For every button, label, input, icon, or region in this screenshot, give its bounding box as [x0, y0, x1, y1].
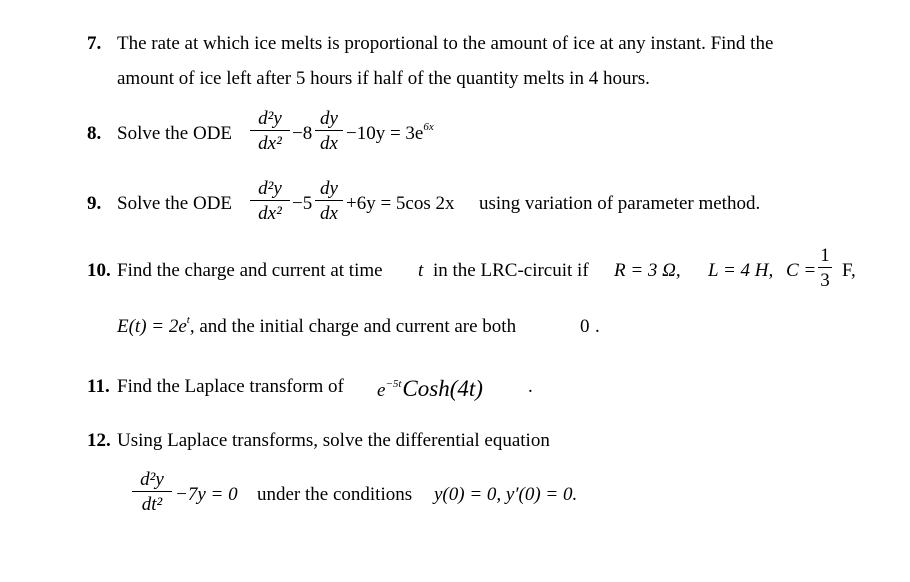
- q9-frac-d2y-dx2: [250, 179, 290, 223]
- fraction-bar: [250, 130, 290, 131]
- q9-number: 9.: [87, 193, 102, 214]
- q11-number: 11.: [87, 376, 110, 397]
- q10-c-den: 3: [820, 270, 830, 291]
- q11-arg: (4t): [449, 376, 483, 401]
- q7-number: 7.: [87, 33, 102, 54]
- q8-number: 8.: [87, 123, 102, 144]
- q9-minus5: −5: [292, 193, 313, 214]
- q10-unit: F,: [842, 260, 856, 281]
- q12-mid: under the conditions: [257, 484, 413, 505]
- q12-frac-num: d²y: [140, 469, 164, 490]
- q9-tail: using variation of parameter method.: [479, 193, 761, 214]
- q10-line1: Find the charge and current at time: [117, 260, 383, 281]
- q10-period: .: [595, 316, 600, 337]
- q8-frac1-den: dx²: [258, 133, 282, 154]
- q10-line2-rest: , and the initial charge and current are both: [189, 316, 517, 337]
- q11-cosh: Cosh: [402, 376, 450, 401]
- q10-L: L = 4 H,: [708, 260, 774, 281]
- fraction-bar: [315, 200, 343, 201]
- fraction-bar: [250, 200, 290, 201]
- q11-e: e: [377, 380, 386, 401]
- q9-frac1-num: d²y: [258, 178, 282, 199]
- q10-t: t: [418, 260, 424, 281]
- q8-lead: Solve the ODE: [117, 123, 233, 144]
- q11-expr: [377, 377, 483, 400]
- q8-frac-dy-dx: [315, 109, 343, 153]
- q12-frac-d2y-dt2: [132, 470, 172, 514]
- q8-exponent: 6x: [423, 121, 434, 133]
- q12-eq: −7y = 0: [175, 484, 238, 505]
- q9-frac2-den: dx: [320, 203, 338, 224]
- q9-rhs: +6y = 5cos 2x: [346, 193, 455, 214]
- q9-frac1-den: dx²: [258, 203, 282, 224]
- q10-c-num: 1: [820, 245, 830, 266]
- q10-zero: 0: [580, 316, 590, 337]
- q8-rhs-text: −10y = 3e: [346, 123, 424, 144]
- q7-line2: amount of ice left after 5 hours if half of the quantity melts in 4 hours.: [117, 68, 650, 89]
- q12-frac-den: dt²: [141, 494, 163, 515]
- q10-frac-one-third: [818, 246, 832, 290]
- q11-period: .: [528, 376, 533, 397]
- q8-frac-d2y-dx2: [250, 109, 290, 153]
- q8-frac2-num: dy: [320, 108, 338, 129]
- q8-rhs: [346, 121, 434, 144]
- q12-line1: Using Laplace transforms, solve the differential equation: [117, 430, 550, 451]
- q10-E: E(t) = 2e: [117, 316, 187, 337]
- q12-number: 12.: [87, 430, 111, 451]
- fraction-bar: [132, 491, 172, 492]
- q11-exponent: −5t: [385, 378, 402, 390]
- fraction-bar: [315, 130, 343, 131]
- q8-frac1-num: d²y: [258, 108, 282, 129]
- q12-conditions: y(0) = 0, y′(0) = 0.: [434, 484, 578, 505]
- q8-minus8: −8: [292, 123, 313, 144]
- q9-frac2-num: dy: [320, 178, 338, 199]
- q10-exponent: t: [186, 314, 190, 326]
- q10-line2: [117, 314, 517, 337]
- q10-R: R = 3 Ω,: [614, 260, 681, 281]
- q11-text: Find the Laplace transform of: [117, 376, 344, 397]
- q9-lead: Solve the ODE: [117, 193, 233, 214]
- q10-line1b: in the LRC-circuit if: [433, 260, 589, 281]
- q10-C: C =: [786, 260, 817, 281]
- q10-number: 10.: [87, 260, 111, 281]
- q9-frac-dy-dx: [315, 179, 343, 223]
- q8-frac2-den: dx: [320, 133, 338, 154]
- q7-line1: The rate at which ice melts is proportional to the amount of ice at any instant. Find the: [117, 33, 774, 54]
- fraction-bar: [818, 267, 832, 268]
